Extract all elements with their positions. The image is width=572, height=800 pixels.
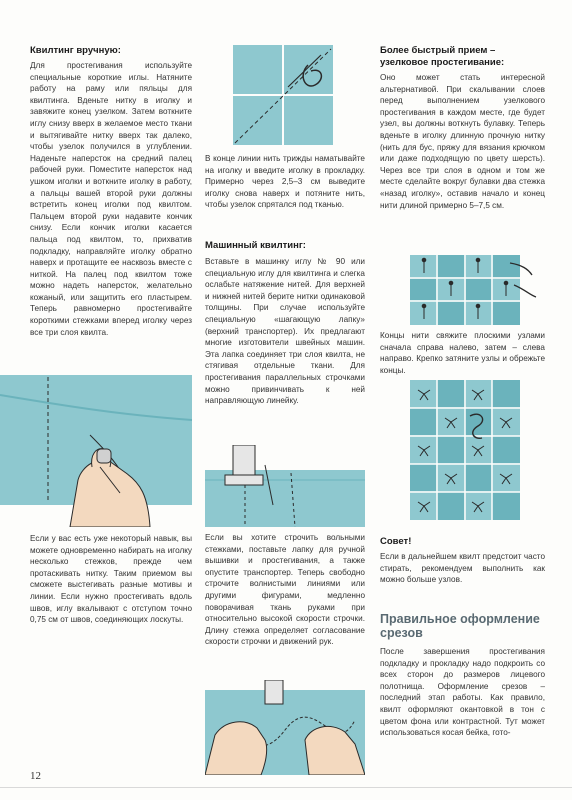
page-number: 12	[30, 770, 41, 782]
hand-thimble-icon	[0, 375, 192, 527]
knot-icon	[410, 380, 520, 520]
tie-quilting-text: Оно может стать интересной альтернативой. При скалывании слоев перед выполнением узелкового простегивания в каждом месте, где будет узел, вы должны воткнуть булавку. Теперь вденьте в иголку длинную прочную нитку (нить для бус, пряжу для вязания крючком или даже подходящую по цвету шерсть). Через все три слоя в одном и том же месте сделайте вокруг булавки два стежка «назад иголку», оставив начало и конец нити длиной примерно 5–7,5 см.	[380, 73, 545, 210]
section-title-edges: Правильное оформление срезов	[380, 612, 540, 640]
edges-text: После завершения простегивания подкладку и прокладку надо подкроить со всех сторон до размеров лицевого полотнища. Оформление срезов – последний этап работы. Как правило, квилт оформляют окантовкой в тон с цветом фона или контрастной. Тут может использоваться косая бейка, гото-	[380, 647, 545, 738]
free-motion-illustration	[205, 680, 365, 775]
walking-foot-illustration	[205, 445, 365, 527]
needle-thread-icon	[233, 45, 333, 145]
pin-icon	[410, 255, 540, 325]
heading-hand-quilting: Квилтинг вручную:	[30, 45, 121, 56]
sewing-foot-icon	[205, 445, 365, 527]
tip-text: Если в дальнейшем квилт предстоит часто стирать, рекомендуем выполнить как можно больше узлов.	[380, 552, 545, 585]
knot-hiding-illustration	[233, 45, 333, 145]
free-motion-hands-icon	[205, 680, 365, 775]
machine-quilting-text: Вставьте в машинку иглу № 90 или специальную иглу для квилтинга и слегка ослабьте натяжение нитей. Для верхней и нижней нитей берите нитки одинаковой толщины. При случае используйте специальную «шагающую лапку» (верхний транспортер). Их предлагают многие изготовители швейных машин. Эта лапка соединяет три слоя квилта, не стягивая отдельные ткани. Для простегивания параллельных строчками можно привинчивать к ней направляющую линейку.	[205, 257, 365, 406]
free-motion-text: Если вы хотите строчить вольными стежками, поставьте лапку для ручной вышивки и простегивания, а также опустите транспортер. Теперь свободно строчите волнистыми линиями или другими фигурами, медленно поворачивая ткань руками при относительно высокой скорости строчки. Длину стежка определяет согласование скорости строчки и движений рук.	[205, 533, 365, 647]
end-of-line-text: В конце линии нить трижды наматывайте на иголку и введите иголку в прокладку. Примерно через 2,5–3 см выведите иголку снова наверх и потяните нить, чтобы узелок спрятался под тканью.	[205, 154, 365, 210]
footer-rule	[0, 787, 572, 788]
hand-quilting-text: Для простегивания используйте специальные короткие иглы. Натяните работу на раму или пяльцы для квилтинга. Вденьте нитку в иголку и завяжите конец узелком. Затем воткните иглу снизу вверх в желаемое место ткани и вытягивайте нитку вверх так далеко, чтобы узелок получился в углублении. Наденьте наперсток на средний палец рабочей руки. Поместите наперсток над ушком иголки и воткните иголку в работу, а пальцы вашей второй руки должны встретить конец иголки под квилтом. Пальцем второй руки надавите кончик снизу. Если кончик иголки касается пальца под квилтом, то, прихватив подкладку, направляйте иголку обратно наверх и протащите ее насквозь вместе с ниткой. На палец под квилтом тоже можно надеть наперсток, желательно кожаный, или защитить его пластырем. Теперь равномерно простегивайте короткими стежками вперед иголку через все три слоя квилта.	[30, 61, 192, 337]
tie-knots-text: Концы нити свяжите плоскими узлами сначала справа налево, затем – слева направо. Крепко затяните узлы и обрежьте концы.	[380, 331, 545, 375]
hand-thimble-illustration	[0, 375, 192, 527]
heading-machine-quilting: Машинный квилтинг:	[205, 240, 306, 251]
heading-tie-quilting: Более быстрый прием – узелковое простегивание:	[380, 45, 505, 68]
tip-heading: Совет!	[380, 536, 412, 547]
pins-grid-illustration	[410, 255, 540, 325]
multiple-stitches-text: Если у вас есть уже некоторый навык, вы можете одновременно набирать на иголку несколько стежков, прежде чем протаскивать нитку. Таким приемом вы сможете выстегивать разные мотивы и линии. Если нужно простегивать вдоль швов, иглу вкалывают с отступом точно 0,75 см от швов, соединяющих лоскуты.	[30, 534, 192, 625]
tied-knots-illustration	[410, 380, 520, 520]
